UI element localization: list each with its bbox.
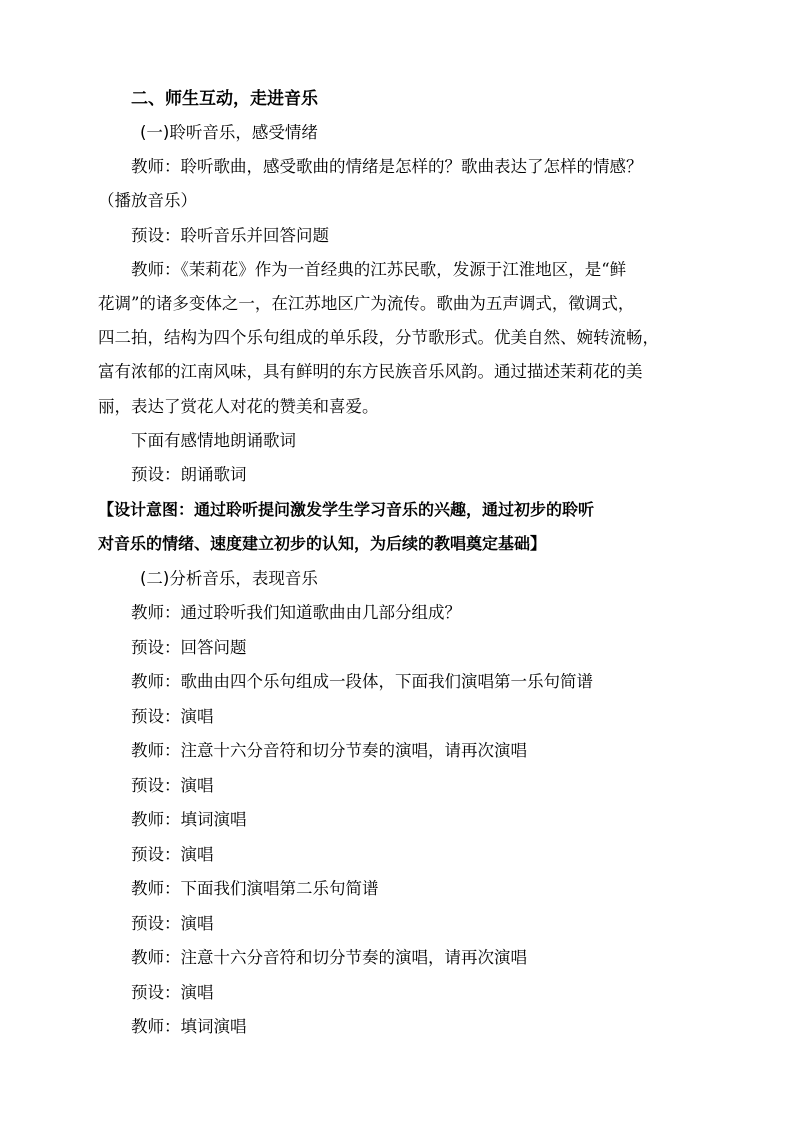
dialogue-line: 教师：下面我们演唱第二乐句简谱 — [131, 879, 379, 898]
paragraph-line: 富有浓郁的江南风味，具有鲜明的东方民族音乐风韵。通过描述茉莉花的美 — [98, 362, 643, 381]
dialogue-line: 教师：歌曲由四个乐句组成一段体，下面我们演唱第一乐句简谱 — [131, 672, 593, 691]
dialogue-line: 教师：填词演唱 — [131, 810, 247, 829]
dialogue-line: 教师：注意十六分音符和切分节奏的演唱，请再次演唱 — [131, 741, 527, 760]
paragraph-line: 教师：《茉莉花》作为一首经典的江苏民歌，发源于江淮地区，是“鲜 — [131, 260, 627, 279]
paragraph-line: 预设：朗诵歌词 — [131, 465, 247, 484]
dialogue-line: 教师：通过聆听我们知道歌曲由几部分组成？ — [131, 603, 461, 622]
design-note-line: 对音乐的情绪、速度建立初步的认知，为后续的教唱奠定基础】 — [98, 534, 547, 553]
dialogue-line: 教师：注意十六分音符和切分节奏的演唱，请再次演唱 — [131, 948, 527, 967]
dialogue-line: 预设：回答问题 — [131, 638, 247, 657]
dialogue-line: 预设：演唱 — [131, 776, 214, 795]
paragraph-line: 下面有感情地朗诵歌词 — [131, 431, 296, 450]
subsection-title-1: (一)聆听音乐，感受情绪 — [140, 123, 318, 142]
paragraph-line: 教师：聆听歌曲，感受歌曲的情绪是怎样的？歌曲表达了怎样的情感？ — [131, 157, 643, 176]
paragraph-line: 预设：聆听音乐并回答问题 — [131, 226, 329, 245]
design-note-line: 【设计意图：通过聆听提问激发学生学习音乐的兴趣，通过初步的聆听 — [98, 500, 595, 519]
dialogue-line: 预设：演唱 — [131, 914, 214, 933]
paragraph-line: 花调”的诸多变体之一，在江苏地区广为流传。歌曲为五声调式，徵调式， — [98, 294, 635, 313]
dialogue-line: 预设：演唱 — [131, 707, 214, 726]
paragraph-line: 四二拍，结构为四个乐句组成的单乐段，分节歌形式。优美自然、婉转流畅， — [98, 328, 659, 347]
paragraph-line: 丽，表达了赏花人对花的赞美和喜爱。 — [98, 397, 379, 416]
dialogue-line: 预设：演唱 — [131, 845, 214, 864]
section-title: 二、师生互动，走进音乐 — [131, 89, 318, 109]
paragraph-line: （播放音乐） — [98, 191, 197, 210]
subsection-title-2: (二)分析音乐，表现音乐 — [140, 569, 318, 588]
dialogue-line: 预设：演唱 — [131, 983, 214, 1002]
dialogue-line: 教师：填词演唱 — [131, 1017, 247, 1036]
